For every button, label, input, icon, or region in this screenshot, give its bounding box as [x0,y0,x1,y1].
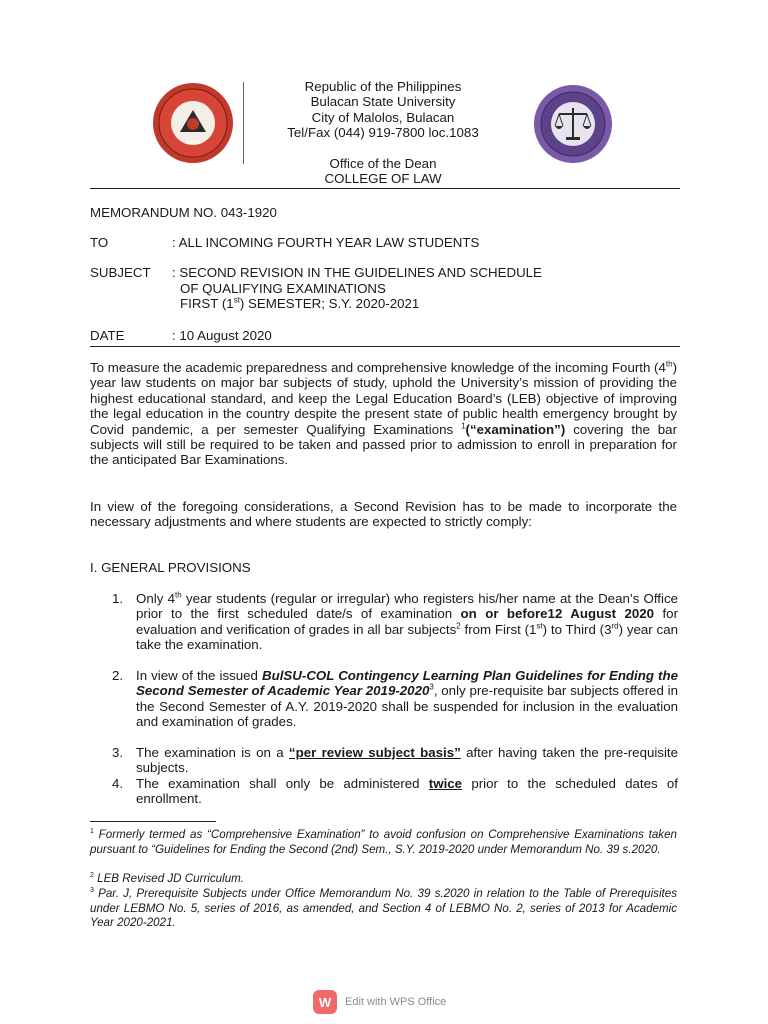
memo-to-label: TO [90,235,109,250]
footnote-3: $^3$ Par. J, Prerequisite Subjects under Office Memorandum No. 39 s.2020 in relation to the Table of Prerequisites under LEBMO No. 5, series of 2016, as amended, and Section 4 of LEBMO No. 2, series of 2013 for Academic Year 2020-2021. [90,887,677,929]
memo-date-value: : 10 August 2020 [172,328,272,343]
section-heading-general-provisions: I. GENERAL PROVISIONS [90,560,251,575]
memorandum-number: MEMORANDUM NO. 043-1920 [90,205,277,220]
wps-logo-icon: W [313,990,337,1014]
left-seal-year: 1904 [186,140,200,146]
wps-edit-label[interactable]: Edit with WPS Office [345,996,447,1008]
footnote-separator [90,821,216,822]
memo-to-value: : ALL INCOMING FOURTH YEAR LAW STUDENTS [172,235,480,250]
header-college: COLLEGE OF LAW [324,171,442,186]
list-item: 4. The examination shall only be administered twice prior to the scheduled dates of enrollment. [112,776,678,807]
header-city: City of Malolos, Bulacan [311,110,455,125]
memo-to-row [90,235,680,251]
wps-watermark[interactable] [313,990,446,1014]
footnote-2: $^2$ LEB Revised JD Curriculum. [90,872,245,885]
header-telfax: Tel/Fax (044) 919-7800 loc.1083 [287,125,479,140]
memo-date-label: DATE [90,328,125,343]
memo-subject-line3: FIRST (1st) SEMESTER; S.Y. 2020-2021 [180,295,420,311]
memo-subject-line1: : SECOND REVISION IN THE GUIDELINES AND SCHEDULE [172,265,542,280]
header-university: Bulacan State University [310,94,456,109]
left-seal-gear [153,83,233,163]
header-divider [90,188,680,189]
header-republic: Republic of the Philippines [304,79,462,94]
college-of-law-seal-logo [528,84,618,164]
header-office: Office of the Dean [329,156,437,171]
memo-subject-row [90,265,680,313]
memo-subject-line2: OF QUALIFYING EXAMINATIONS [180,280,386,296]
footnote-1: $^1$ Formerly termed as “Comprehensive Examination” to avoid confusion on Comprehensive Examinations taken pursuant to “Guidelines for Ending the Second (2nd) Sem., S.Y. 2019-2020 under Memorandum No. 39 s.2020. [90,828,677,856]
list-item: 3. The examination is on a “per review subject basis” after having taken the pre-requisite subjects. [112,745,679,776]
memo-divider [90,346,680,347]
memo-subject-label: SUBJECT [90,265,151,280]
bulsu-seal-logo [152,82,244,164]
list-item: 2. In view of the issued BulSU-COL Contingency Learning Plan Guidelines for Ending the Second Semester of Academic Year 2019-2020$^3$, only pre-requisite bar subjects offered in the Second Semester of A.Y. 2019-2020 shall be suspended for inclusion in the evaluation and examination of grades. [112,668,678,730]
intro-paragraph: To measure the academic preparedness and comprehensive knowledge of the incoming Fourth (4th) year law students on major bar subjects of study, uphold the University’s mission of providing the highest educational standard, and keep the Legal Education Board’s (LEB) objective of improving the legal education in the country despite the present state of public health emergency brought by Covid pandemic, a per semester Qualifying Examinations $^1$(“examination”) covering the bar subjects will still be required to be taken and passed prior to admission to enroll in preparation for the anticipated Bar Examinations. [90,359,677,468]
revision-paragraph: In view of the foregoing considerations, a Second Revision has to be made to incorporate the necessary adjustments and where students are expected to strictly comply: [90,499,677,530]
memo-date-row [90,328,680,344]
list-item: 1. Only 4th year students (regular or irregular) who registers his/her name at the Dean’s Office prior to the first scheduled date/s of examination on or before12 August 2020 for evaluation and verification of grades in all bar subjects$^2$ from First (1st) to Third (3rd) year can take the examination. [112,590,678,653]
